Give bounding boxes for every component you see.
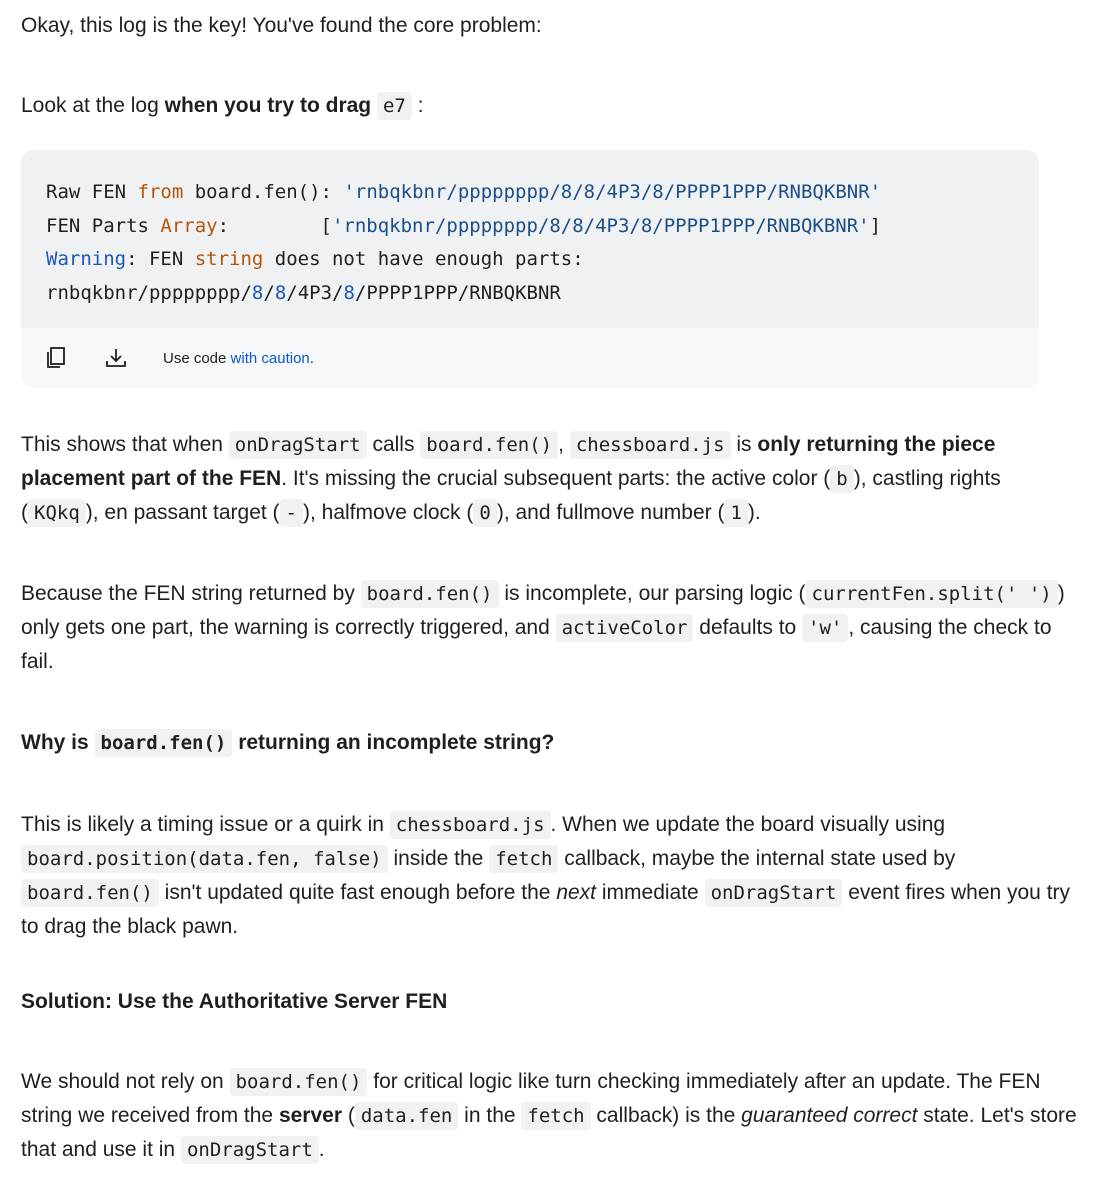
code-content	[21, 150, 1039, 328]
inline-code: board.fen()	[361, 580, 499, 608]
code-line-2	[46, 215, 881, 237]
use-code-notice	[163, 342, 314, 375]
inline-code: onDragStart	[229, 431, 367, 459]
code-line-3	[46, 248, 584, 270]
text: ).	[747, 501, 761, 524]
bold-text: only returning the piece placement part of the FEN	[21, 433, 996, 490]
inline-code: onDragStart	[705, 879, 843, 907]
code-string: 'rnbqkbnr/pppppppp/8/8/4P3/8/PPPP1PPP/RNBQKBNR'	[331, 214, 870, 237]
solution-paragraph	[21, 1065, 1083, 1167]
log-intro-colon: :	[417, 94, 424, 117]
with-caution-link[interactable]: with caution	[230, 349, 310, 367]
text: , causing the check to fail.	[21, 616, 1052, 673]
code-token: board.fen():	[183, 181, 344, 203]
italic-text: next	[556, 881, 597, 904]
text: immediate	[596, 881, 705, 904]
copy-icon[interactable]	[43, 345, 69, 371]
text: calls	[366, 433, 421, 456]
code-token: : FEN	[126, 248, 195, 270]
text: . When we update the board visually using	[550, 813, 946, 836]
text: Solution: Use the Authoritative Server FEN	[21, 990, 448, 1013]
code-keyword: Array	[160, 214, 218, 237]
text: for critical logic like turn checking immediately after an update. The FEN string we received from the	[21, 1070, 1041, 1127]
explanation-paragraph	[21, 428, 1083, 530]
timing-paragraph	[21, 808, 1083, 943]
text: isn't updated quite fast enough before the	[158, 881, 557, 904]
parsing-paragraph	[21, 577, 1083, 678]
text: in the	[458, 1104, 522, 1127]
solution-heading	[21, 985, 447, 1018]
text: callback, maybe the internal state used by	[558, 847, 956, 870]
code-number: 8	[343, 281, 355, 304]
inline-code: onDragStart	[181, 1136, 319, 1164]
text: (	[342, 1104, 355, 1127]
text: callback) is the	[590, 1104, 742, 1127]
text: defaults to	[693, 616, 803, 639]
code-token: /PPPP1PPP/RNBQKBNR	[354, 281, 561, 304]
inline-code: board.fen()	[95, 729, 233, 757]
log-intro-bold: when you try to drag	[164, 94, 372, 117]
inline-code: data.fen	[355, 1102, 459, 1130]
code-line-4	[46, 282, 561, 304]
bold-text: server	[278, 1104, 342, 1127]
period: .	[309, 349, 314, 367]
code-footer	[21, 328, 1039, 388]
code-token: ]	[869, 214, 882, 237]
text: ), castling rights (	[21, 467, 1001, 524]
code-string: 'rnbqkbnr/pppppppp/8/8/4P3/8/PPPP1PPP/RNBQKBNR'	[343, 181, 882, 203]
inline-code-e7: e7	[377, 92, 412, 120]
inline-code: currentFen.split(' ')	[806, 580, 1058, 608]
inline-code: chessboard.js	[390, 811, 551, 839]
code-number: 8	[251, 281, 264, 304]
inline-code: 'w'	[802, 614, 848, 642]
text: ), and fullmove number (	[496, 501, 725, 524]
code-token: does not have enough parts:	[263, 248, 584, 270]
text: Because the FEN string returned by	[21, 582, 361, 605]
code-number: 8	[274, 281, 287, 304]
text: . It's missing the crucial subsequent parts: the active color (	[281, 467, 831, 490]
code-token: FEN Parts	[46, 214, 161, 237]
inline-code: -	[280, 499, 303, 527]
inline-code: board.fen()	[21, 879, 159, 907]
inline-code: 0	[473, 499, 496, 527]
code-keyword: from	[137, 181, 184, 203]
inline-code: activeColor	[556, 614, 694, 642]
intro-text: Okay, this log is the key! You've found the core problem:	[21, 14, 542, 37]
text: returning an incomplete string?	[232, 731, 555, 754]
text: inside the	[387, 847, 490, 870]
inline-code: board.position(data.fen, false)	[21, 845, 388, 873]
text: ,	[558, 433, 570, 456]
text: is incomplete, our parsing logic (	[498, 582, 806, 605]
log-intro-text: Look at the log	[21, 94, 165, 117]
inline-code: board.fen()	[420, 431, 558, 459]
code-warning-word: Warning	[46, 248, 127, 270]
code-token: /4P3/	[286, 281, 344, 304]
code-line-1	[46, 181, 881, 203]
inline-code: KQkq	[28, 499, 86, 527]
code-block	[21, 150, 1039, 388]
code-keyword: string	[194, 248, 264, 270]
code-token: /	[263, 281, 275, 304]
italic-text: guaranteed correct	[741, 1104, 918, 1127]
why-heading	[21, 726, 554, 760]
code-token: Raw FEN	[46, 181, 138, 203]
text: This shows that when	[21, 433, 229, 456]
text: ), en passant target (	[85, 501, 280, 524]
inline-code: fetch	[489, 845, 558, 873]
text: We should not rely on	[21, 1070, 230, 1093]
download-icon[interactable]	[103, 345, 129, 371]
inline-code: fetch	[521, 1102, 590, 1130]
code-token: : [	[217, 214, 332, 237]
text: This is likely a timing issue or a quirk in	[21, 813, 390, 836]
intro-paragraph	[21, 9, 542, 42]
text: ), halfmove clock (	[303, 501, 474, 524]
inline-code: board.fen()	[230, 1068, 368, 1096]
text: .	[318, 1138, 325, 1161]
code-token: rnbqkbnr/pppppppp/	[46, 281, 252, 304]
text: ) only gets one part, the warning is correctly triggered, and	[21, 582, 1065, 639]
text: is	[730, 433, 758, 456]
inline-code: chessboard.js	[570, 431, 731, 459]
text: state. Let's store that and use it in	[21, 1104, 1077, 1161]
log-intro-paragraph	[21, 89, 424, 123]
text: event fires when you try to drag the black pawn.	[21, 881, 1071, 938]
inline-code: b	[830, 465, 853, 493]
text: Why is	[21, 731, 95, 754]
use-code-text: Use code	[163, 349, 231, 367]
inline-code: 1	[724, 499, 747, 527]
